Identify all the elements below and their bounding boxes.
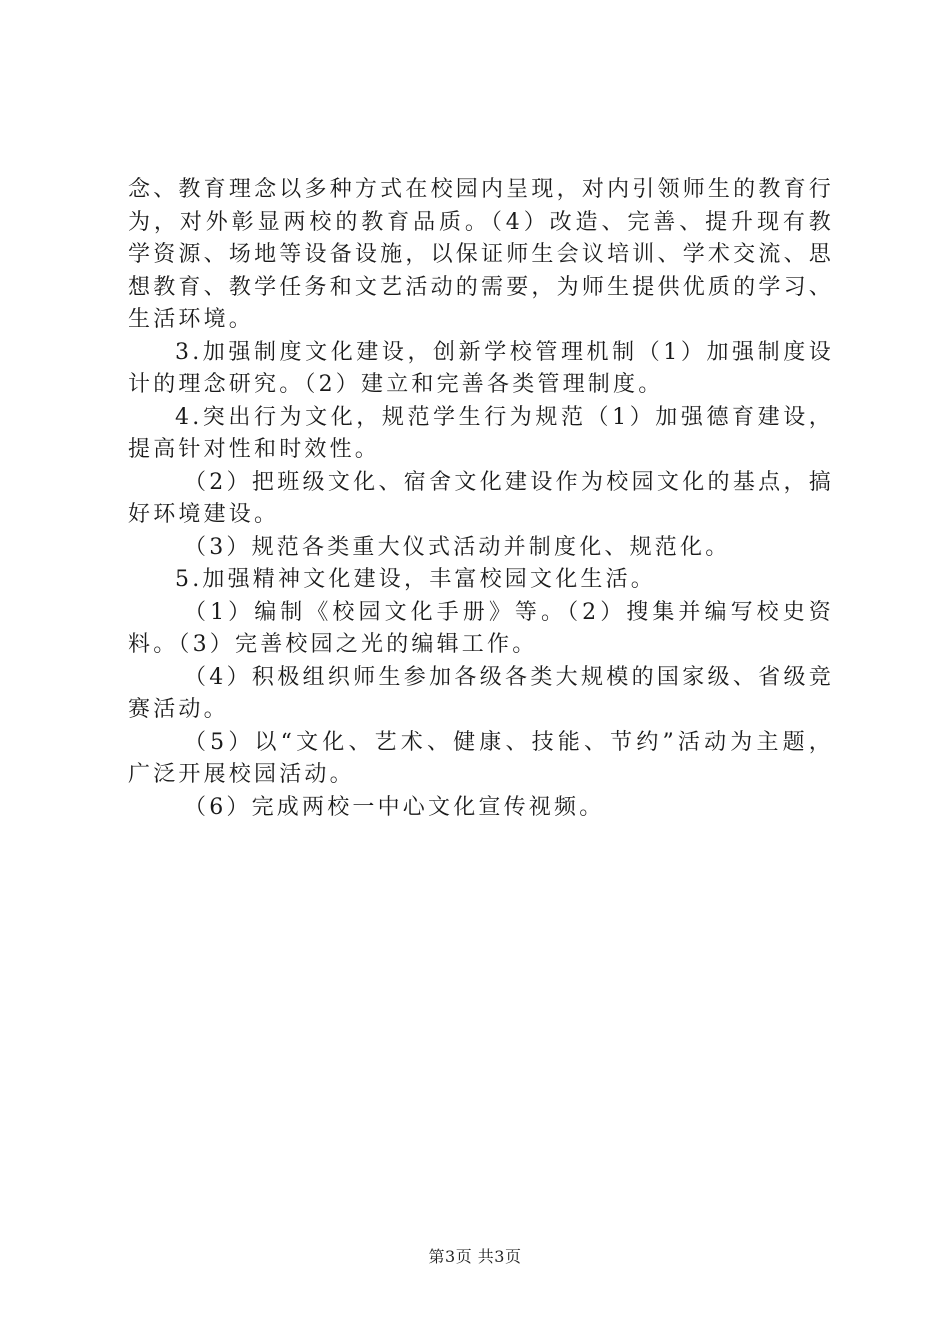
- paragraph-item-5-4: （4）积极组织师生参加各级各类大规模的国家级、省级竞赛活动。: [128, 664, 834, 722]
- paragraph-item-5-5: （5）以“文化、艺术、健康、技能、节约”活动为主题，广泛开展校园活动。: [128, 729, 834, 787]
- paragraph-continuation: 念、教育理念以多种方式在校园内呈现，对内引领师生的教育行为，对外彰显两校的教育品质。（4）改造、完善、提升现有教学资源、场地等设备设施，以保证师生会议培训、学术交流、思想教育、教学任务和文艺活动的需要，为师生提供优质的学习、生活环境。: [128, 177, 834, 332]
- paragraph-item-4-2: （2）把班级文化、宿舍文化建设作为校园文化的基点，搞好环境建设。: [128, 469, 834, 527]
- paragraph-item-4-3: （3）规范各类重大仪式活动并制度化、规范化。: [184, 534, 731, 560]
- paragraph-section-4: 4.突出行为文化，规范学生行为规范（1）加强德育建设，提高针对性和时效性。: [128, 404, 834, 462]
- paragraph-section-3: 3.加强制度文化建设，创新学校管理机制（1）加强制度设计的理念研究。（2）建立和完善各类管理制度。: [128, 339, 834, 397]
- paragraph-item-5-6: （6）完成两校一中心文化宣传视频。: [184, 794, 605, 820]
- paragraph-item-5-1: （1）编制《校园文化手册》等。（2）搜集并编写校史资料。（3）完善校园之光的编辑工作。: [128, 599, 834, 657]
- document-body: [128, 174, 834, 824]
- paragraph-section-5: 5.加强精神文化建设，丰富校园文化生活。: [175, 567, 656, 592]
- page-number-footer: 第3页 共3页: [428, 1247, 522, 1266]
